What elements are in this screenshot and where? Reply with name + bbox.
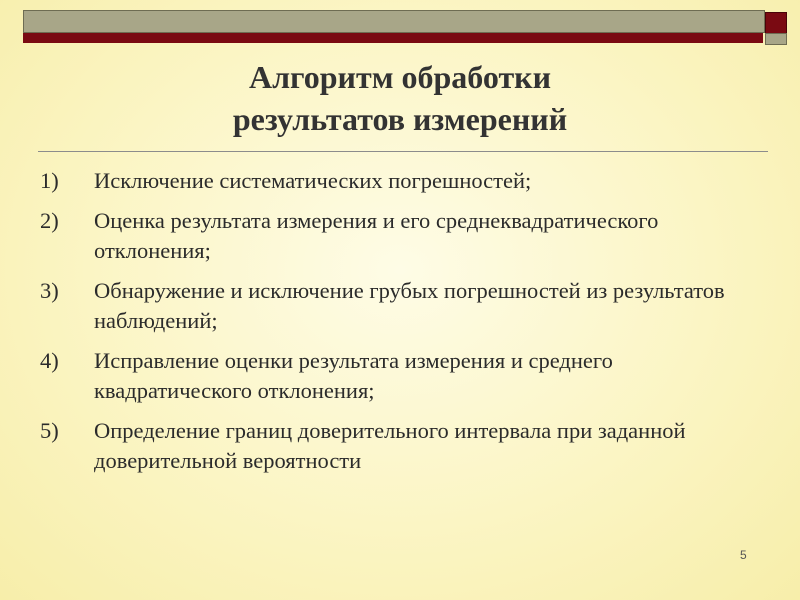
- list-item: [40, 416, 740, 476]
- list-item-number: 1): [40, 168, 59, 193]
- header-accent-strip: [23, 33, 763, 43]
- list-item: [40, 276, 740, 336]
- list-item: [40, 166, 740, 196]
- list-item-number: 5): [40, 418, 59, 443]
- title-line-2: результатов измерений: [232, 101, 568, 137]
- list-item-text: Обнаружение и исключение грубых погрешностей из результатов наблюдений;: [94, 278, 725, 333]
- list-item: [40, 346, 740, 406]
- header-bar: [23, 10, 765, 33]
- slide-title: [0, 56, 800, 140]
- corner-square-tan: [765, 33, 787, 45]
- list-item-number: 3): [40, 278, 59, 303]
- algorithm-steps-list: [40, 166, 740, 486]
- list-item-text: Исправление оценки результата измерения и среднего квадратического отклонения;: [94, 348, 613, 403]
- list-item-text: Исключение систематических погрешностей;: [94, 168, 532, 193]
- title-divider: [38, 151, 768, 152]
- title-line-1: Алгоритм обработки: [248, 59, 552, 95]
- page-number: 5: [740, 548, 747, 562]
- list-item-number: 4): [40, 348, 59, 373]
- corner-square-red: [765, 12, 787, 34]
- list-item-text: Оценка результата измерения и его среднеквадратического отклонения;: [94, 208, 659, 263]
- list-item: [40, 206, 740, 266]
- list-item-text: Определение границ доверительного интервала при заданной доверительной вероятности: [94, 418, 686, 473]
- list-item-number: 2): [40, 208, 59, 233]
